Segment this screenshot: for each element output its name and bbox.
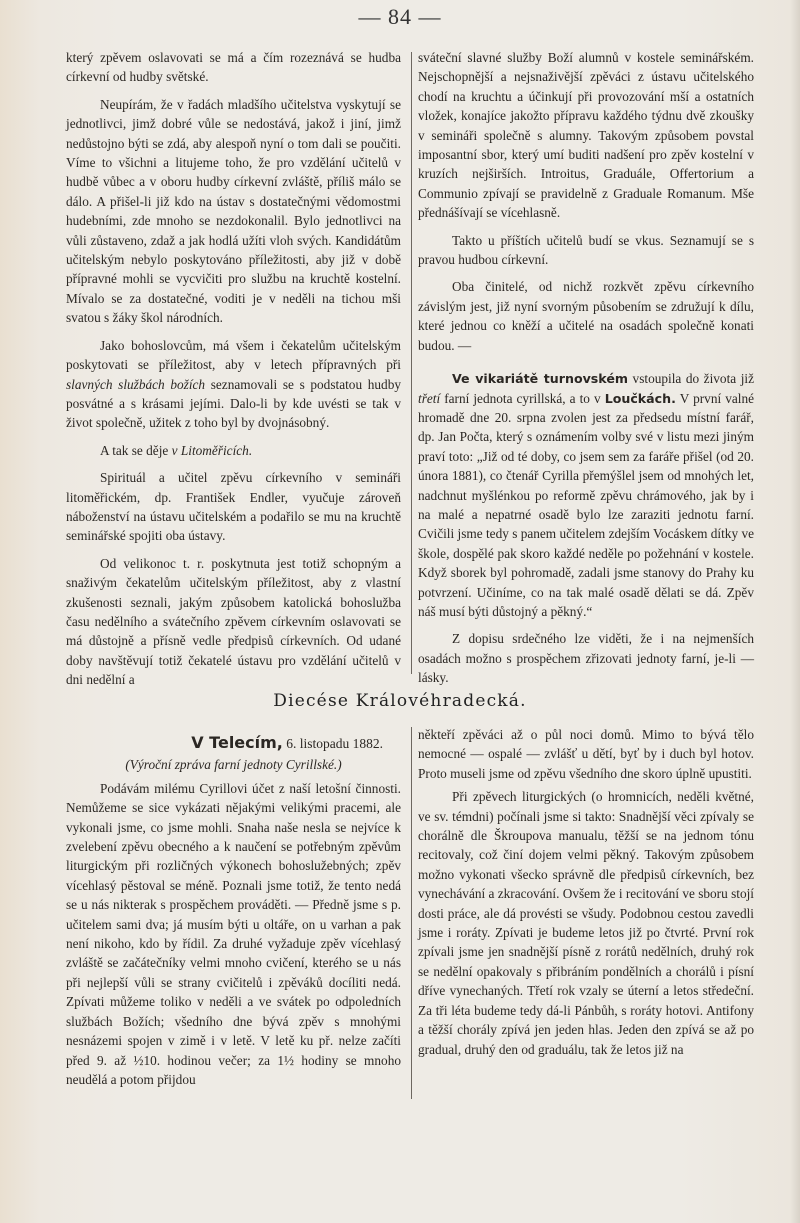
right-column-bottom (418, 725, 754, 1059)
column-divider (411, 727, 412, 1099)
place-emphasis: v Litoměřicích. (171, 442, 253, 458)
paragraph: A tak se děje v Litoměřicích. (100, 442, 253, 458)
paragraph: Při zpěvech liturgických (o hromnicích, neděli květné, ve sv. témdni) počínali jsme si takto: Snadnější věci zpívaly se chorálně dle Škroupova manualu, těžší se na jednom tónu recitovaly, což činí dojem velmi pěkný. Takovým způsobem možno vykonati všecko správně dle předpisů církevních, bez vynechávání a zkracování. Ovšem že i recitování ve sboru stojí dosti práce, ale dá provésti se všudy. Podobnou cestou zavedli jsme i roráty. Zpívati je budeme letos již po čtvrté. První rok zpívali jsme jen snadnější písně z rorátů nedělních, druhý rok se nedělní opakovaly s přibráním pondělních a chorálů i písní dříve vynechaných. Třetí rok vzaly se úterní a letos středeční. Za tři léta budeme tedy dá-li Pánbůh, s roráty hotovi. Antifony a těžší chorály zpívá jen jeden hlas. Jeden den zpívá se až po gradual, druhý den od graduálu, tak že letos již na (418, 789, 754, 1057)
paragraph: Neupírám, že v řadách mladšího učitelstva vyskytují se jednotlivci, jimž dobré vůle se nedostává, jakož i jiní, jimž nedůstojno býti se zdá, aby alespoň nyní o tom dali se poučiti. Víme to všichni a litujeme toho, že pro vzdělání učitelů v hudbě vůbec a v oboru hudby církevní zvláště, příliš málo se dálo. A přišel-li již kdo na ústav s dostatečnými vědomostmi hudebními, zde mnoho se nezdokonalil. Bylo jednotlivci na vůli zůstaveno, zdaž a jak hodlá užíti vloh svých. Kandidátům učitelským nebylo poskytováno příležitosti, aby již v době přípravné mohli se vycvičiti pro službu na kruchtě kostelní. Mívalo se za dostatečné, voditi je v neděli na tichou mši svatou s žáky škol národních. (66, 96, 401, 326)
right-column-top (418, 48, 754, 688)
vicariate-heading: Ve vikariátě turnovském (452, 371, 629, 387)
paragraph: Podávám milému Cyrillovi účet z naší letošní činnosti. Nemůžeme se sice vykázati nějakými velikými pracemi, ale vykonali jsme, co jsme mohli. Snaha naše nesla se nejvíce k zvelebení zpěvu obecného a k naučení se potřebným zpěvům liturgickým při rozličných výkonech bohoslužebných; zpěv vícehlasý pěstoval se méně. Poznali jsme totiž, že tento nedá se u nás nikterak s prospěchem prováděti. — Předně jsme s p. učitelem sami dva; já musím býti u oltáře, on u varhan a pak není nikoho, kdo by řídil. Za druhé vyžaduje zpěv vícehlasý zvláště se začátečníky velmi mnoho cvičení, kterého se u nás při nejlepší vůli se strany cvičitelů i zpěváků docíliti nedá. Zpívati můžeme toliko v neděli a ve svátek po odpoledních službách Božích; všedního dne bývá zpěv s mnohými nesnázemi spojen v zimě i v letě. V letě ku př. nelze začíti před 9. až ½10. hodinou večer; za 1½ hodiny se mnoho neudělá a potom přijdou (66, 780, 401, 1087)
paragraph: Takto u příštích učitelů budí se vkus. Seznamují se s pravou hudbou církevní. (418, 232, 754, 268)
report-subtitle: (Výroční zpráva farní jednoty Cyrillské.) (125, 757, 342, 773)
paragraph: Z dopisu srdečného lze viděti, že i na nejmenších osadách možno s prospěchem zřizovati jednoty farní, je-li — lásky. (418, 631, 754, 686)
paragraph: Spirituál a učitel zpěvu církevního v semináři litoměřickém, dp. František Endler, vyučuje zároveň náboženství na ústavu učitelském a podařilo se mu na kruchtě seminářské spojiti oba ústavy. (66, 470, 401, 544)
emphasis: slavných službách božích (66, 376, 206, 392)
dateline (66, 733, 401, 753)
paragraph: sváteční slavné služby Boží alumnů v kostele seminářském. Nejschopnější a nejsnaživější zpěváci z ústavu učitelského chodí na kruchtu a účinkují při provozování mší a ostatních vložek, konajíce jakožto přípravu každého týdnu dvě zkoušky v semináři společně s alumny. Takovým způsobem povstal imposantní sbor, který umí buditi nadšení pro zpěv kostelní v kruzích nejširších. Introitus, Graduále, Offertorium a Communio zpívají se pravidelně z Graduale Romanum. Mše přednášívají se vícehlasně. (418, 50, 754, 221)
section-title: Diecése Královéhradecká. (273, 691, 527, 711)
paragraph: Oba činitelé, od nichž rozkvět zpěvu církevního závislým jest, již nyní svorným působením se združují k dílu, které jednou co kněží a učitelé na osadách společně konati budou. — (418, 279, 754, 353)
dateline-date: 6. listopadu 1882. (282, 736, 383, 751)
dateline-place: V Telecím, (191, 733, 283, 752)
paragraph: Ve vikariátě turnovském vstoupila do života již třetí farní jednota cyrillská, a to v Loučkách. V první valné hromadě dne 20. srpna zvolen jest za předsedu místní farář, dp. Jan Počta, který s oznámením volby své v listu mezi jiným praví toto: „Již od té doby, co jsem sem za faráře přišel (od 20. února 1881), co čtenář Cyrilla přemýšlel jsem od mnohých let, nadchnut myšlénkou po reformě zpěvu chrámového, jak by i na malé a nepatrné osadě bylo lze zaraziti jednotu farní. Cvičili jsme tedy s panem učitelem zdejším Vocáskem dítky ve škole, dospělé pak skoro každé neděle po požehnání v kostele. Když sborek byl pohromadě, zadali jsme stanovy do Prahy ku potvrzení. Učiníme, co na tak malé osadě dělati se dá. Zpěv náš musí býti důstojný a pěkný.“ (418, 371, 754, 619)
left-column-bottom (66, 733, 401, 1089)
column-divider (411, 52, 412, 674)
left-column-top (66, 48, 401, 690)
page-number: — 84 — (358, 4, 442, 29)
paragraph: Od velikonoc t. r. poskytnuta jest totiž schopným a snaživým čekatelům učitelským příležitost, aby z vlastní zkušenosti seznali, jakým způsobem katolická bohoslužba času nedělního a svátečního zpěvem církevním oslavovati se má důstojně a přísně vedle předpisů církevních. Od udané doby navštěvují totiž čekatelé ústavu pro vzdělání učitelů v dni nedělní a (66, 555, 401, 688)
paragraph: který zpěvem oslavovati se má a čím rozeznává se hudba církevní od hudby světské. (66, 50, 401, 85)
place-name: Loučkách. (604, 390, 676, 406)
paragraph: Jako bohoslovcům, má všem i čekatelům učitelským poskytovati se příležitost, aby v letech přípravných při slavných službách božích seznamovali se s podstatou hudby posvátné a s krásami jejími. Dalo-li by kde uvésti se tak v život společně, užitek z toho byl by dvojnásobný. (66, 337, 401, 431)
paragraph: někteří zpěváci až o půl noci domů. Mimo to bývá tělo nemocné — ospalé — zvlášť u dětí, byť by i duch byl hotov. Proto museli jsme od zpěvu všedního dne skoro úplně upustiti. (418, 727, 754, 781)
